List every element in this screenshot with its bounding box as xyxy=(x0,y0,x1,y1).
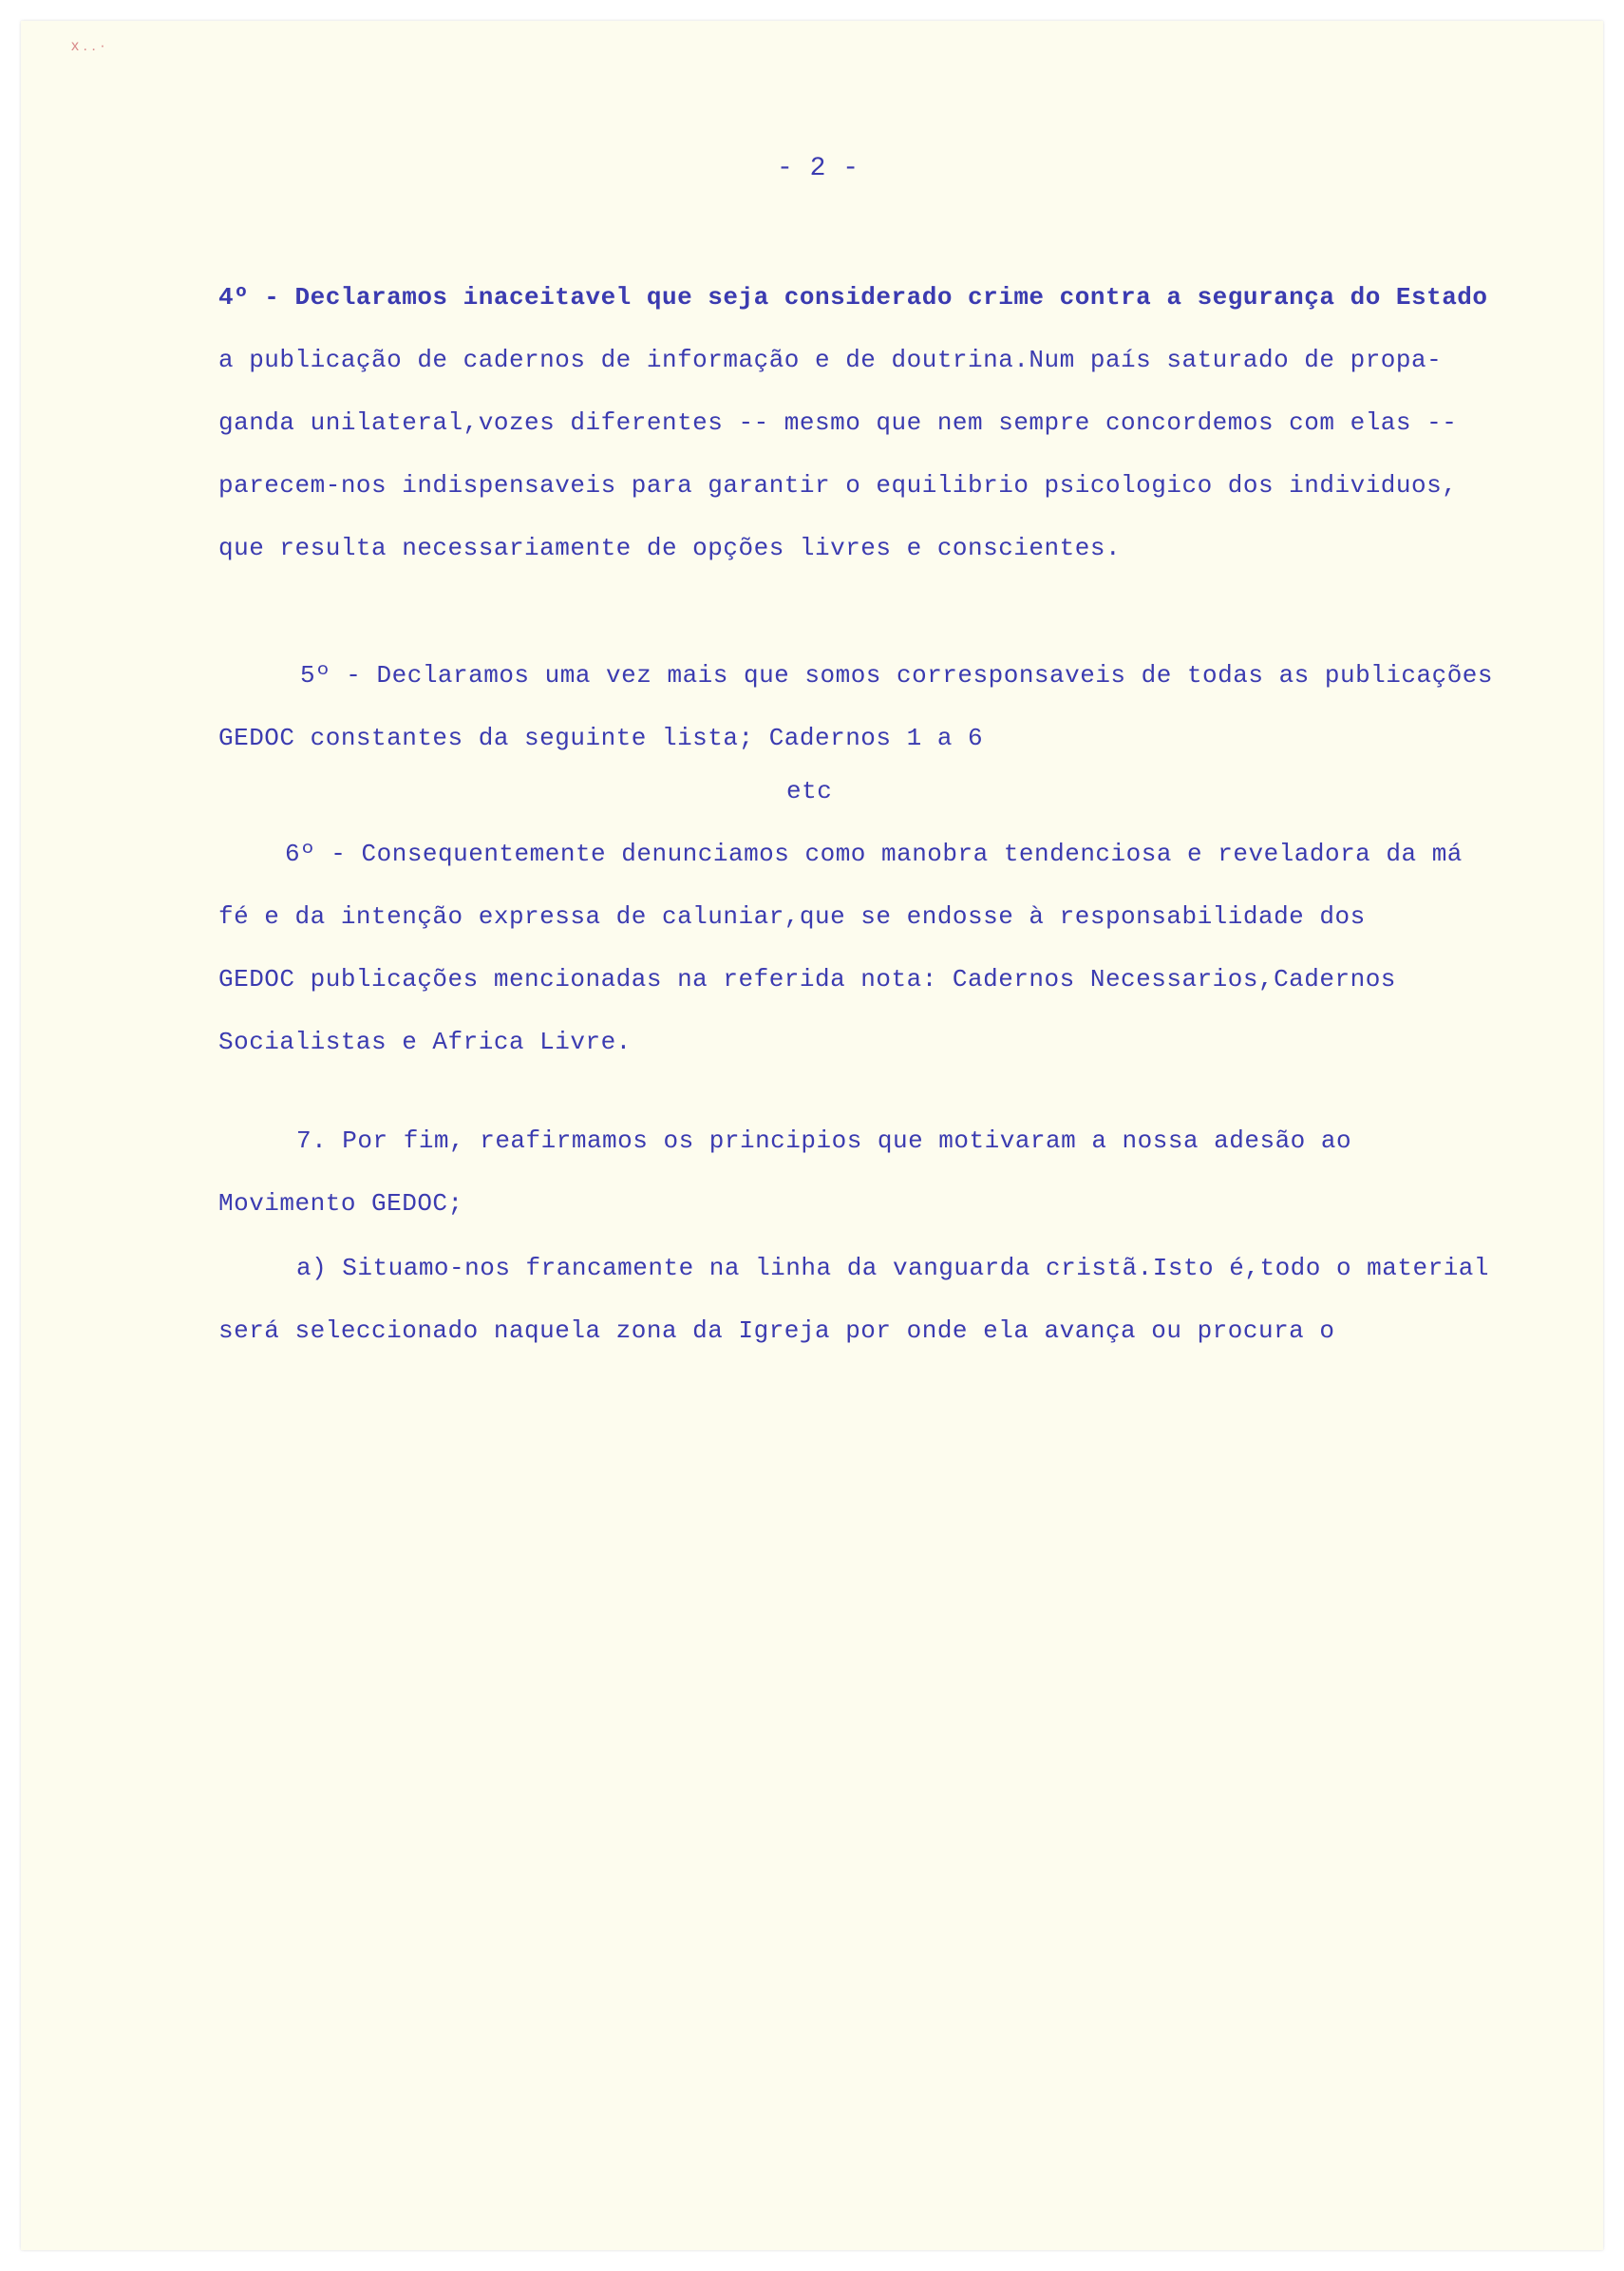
text-line: a publicação de cadernos de informação e de doutrina.Num país saturado de propa- xyxy=(218,346,1443,374)
text-line: parecem-nos indispensaveis para garantir o equilibrio psicologico dos individuos, xyxy=(218,471,1458,500)
text-line: será seleccionado naquela zona da Igreja por onde ela avança ou procura o xyxy=(218,1316,1335,1345)
page-number: - 2 - xyxy=(777,154,859,183)
text-line: fé e da intenção expressa de caluniar,que se endosse à responsabilidade dos xyxy=(218,902,1366,931)
text-line: 5º - Declaramos uma vez mais que somos corresponsaveis de todas as publicações xyxy=(300,661,1493,690)
text-line: 7. Por fim, reafirmamos os principios que motivaram a nossa adesão ao xyxy=(296,1126,1352,1155)
text-line: etc xyxy=(786,777,833,805)
text-line: que resulta necessariamente de opções livres e conscientes. xyxy=(218,534,1122,562)
text-line: GEDOC publicações mencionadas na referida nota: Cadernos Necessarios,Cadernos xyxy=(218,965,1396,994)
text-line: Socialistas e Africa Livre. xyxy=(218,1028,632,1056)
text-line: a) Situamo-nos francamente na linha da vanguarda cristã.Isto é,todo o material xyxy=(296,1254,1489,1282)
text-line: Movimento GEDOC; xyxy=(218,1189,463,1218)
text-line: GEDOC constantes da seguinte lista; Cadernos 1 a 6 xyxy=(218,724,984,752)
corner-mark: x . . · xyxy=(71,38,105,54)
text-line: ganda unilateral,vozes diferentes -- mesmo que nem sempre concordemos com elas -- xyxy=(218,408,1458,437)
text-line: 4º - Declaramos inaceitavel que seja considerado crime contra a segurança do Estado xyxy=(218,283,1488,312)
text-line: 6º - Consequentemente denunciamos como manobra tendenciosa e reveladora da má xyxy=(285,840,1463,868)
